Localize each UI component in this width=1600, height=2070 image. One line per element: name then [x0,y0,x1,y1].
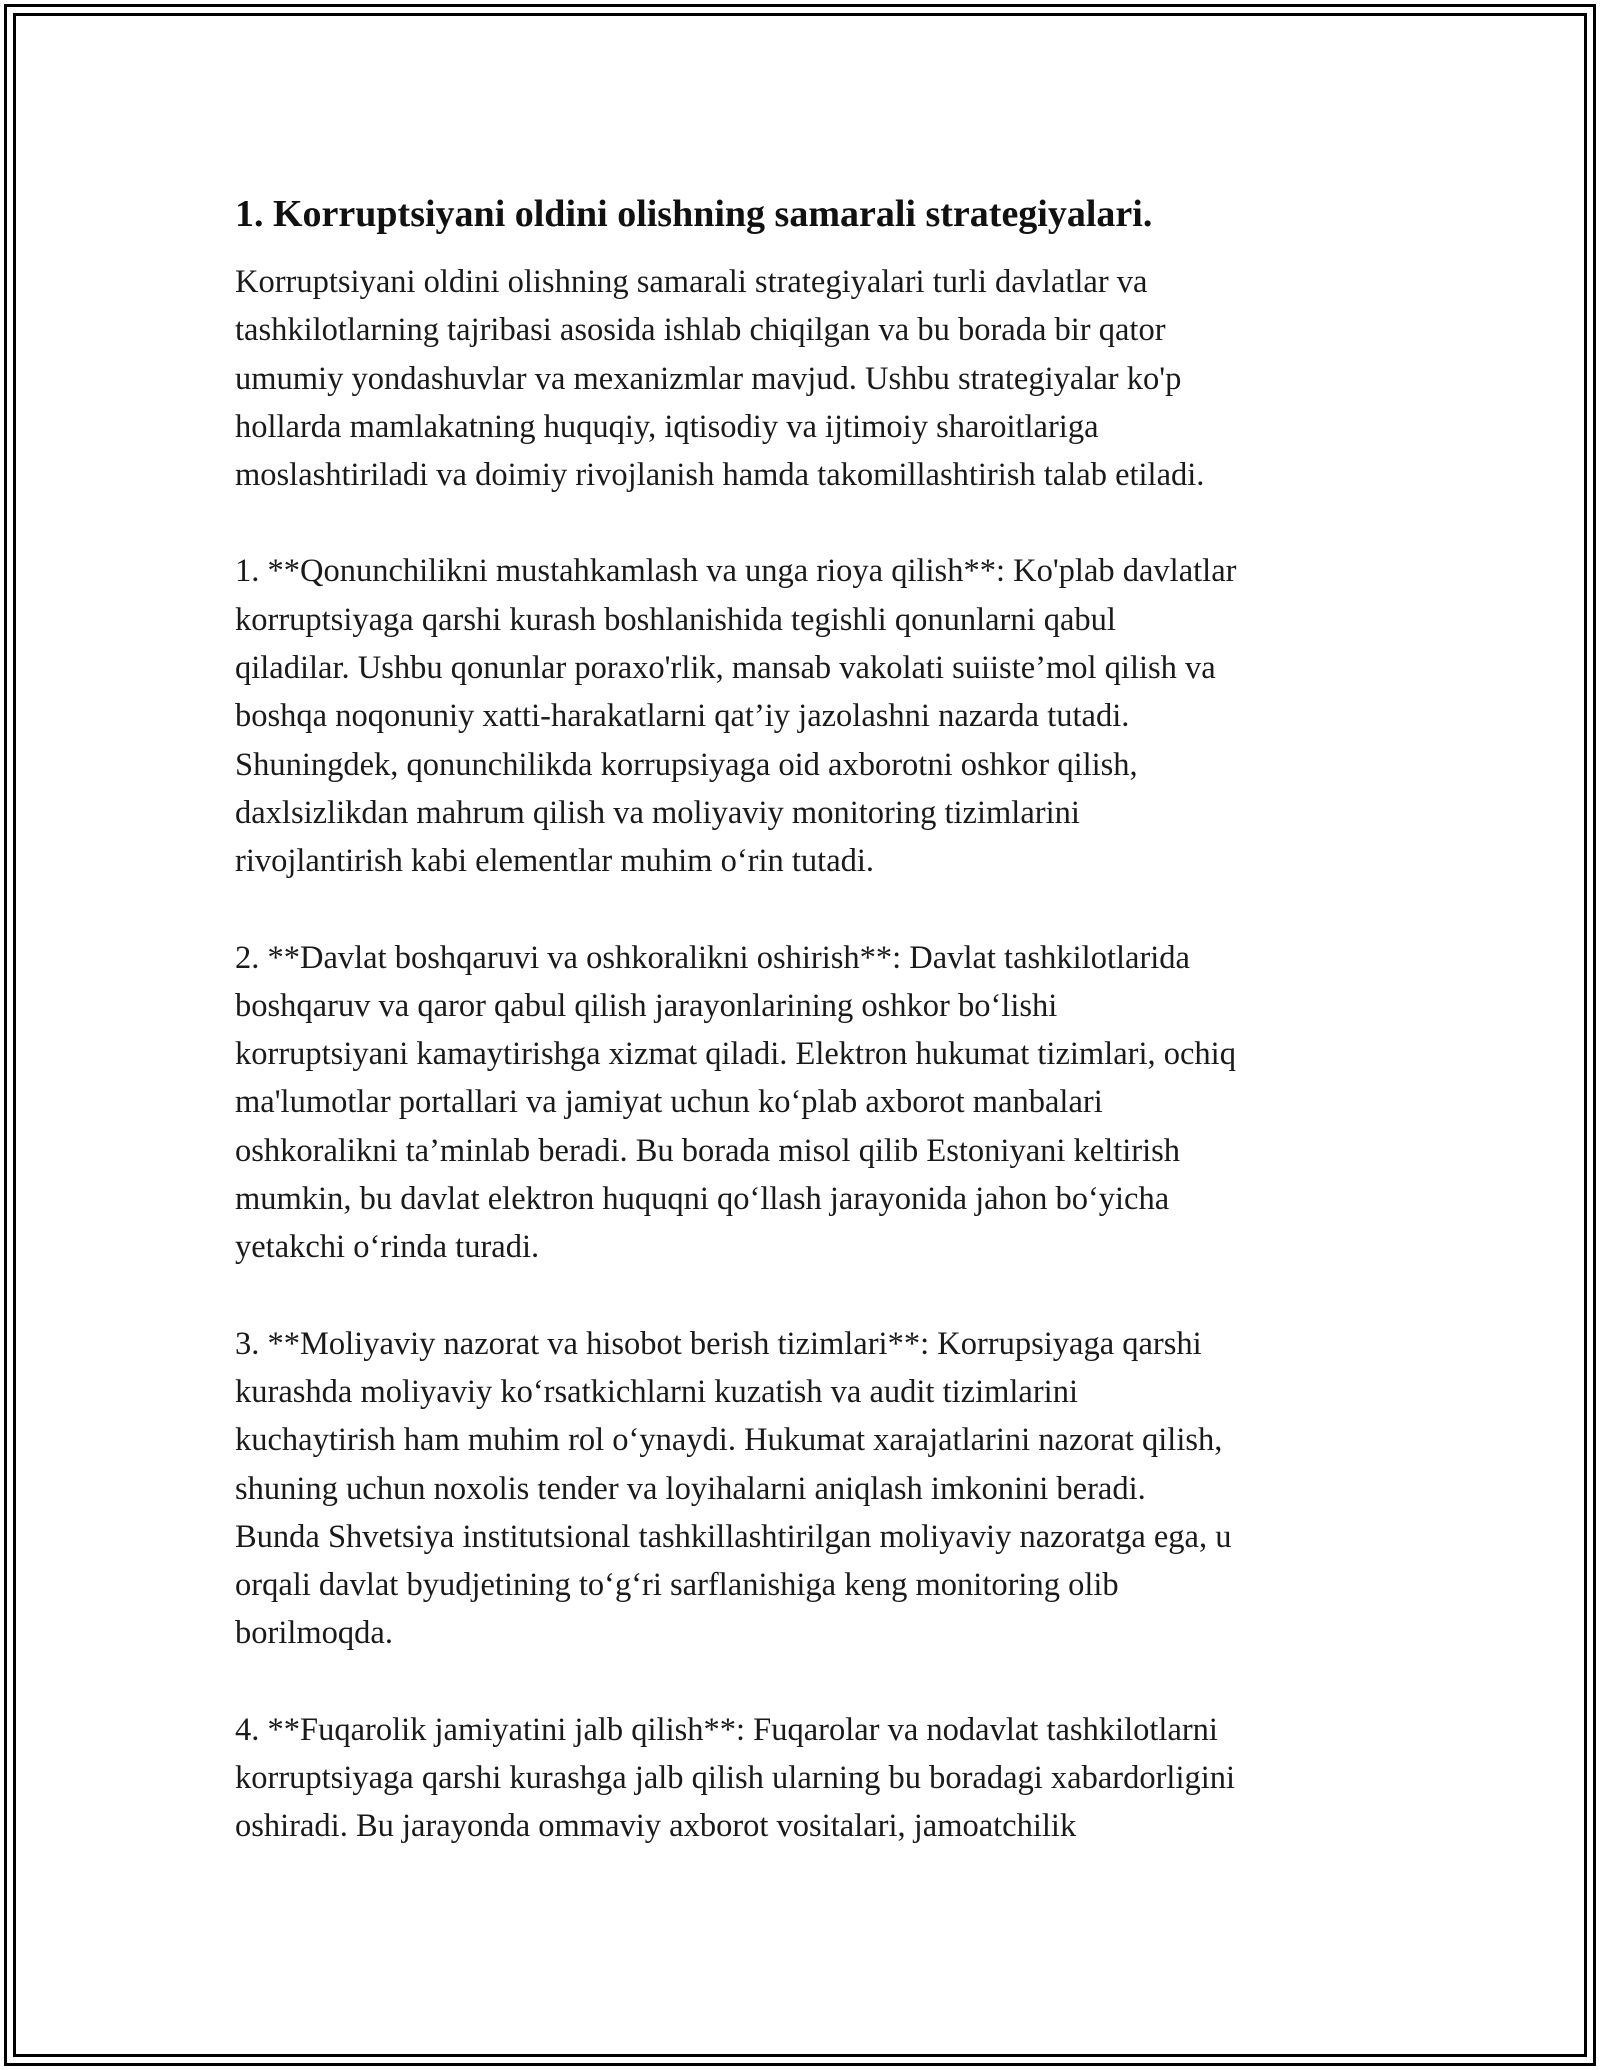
paragraph-transparency: 2. **Davlat boshqaruvi va oshkoralikni oshirish**: Davlat tashkilotlarida boshqaruv va qaror qabul qilish jarayonlarining oshkor bo‘lishi korruptsiyani kamaytirishga xizmat qiladi. Elektron hukumat tizimlari, ochiq ma'lumotlar portallari va jamiyat uchun ko‘plab axborot manbalari oshkoralikni ta’minlab beradi. Bu borada misol qilib Estoniyani keltirish mumkin, bu davlat elektron huquqni qo‘llash jarayonida jahon bo‘yicha yetakchi o‘rinda turadi. [235,939,1236,1266]
paragraph-legislation: 1. **Qonunchilikni mustahkamlash va unga rioya qilish**: Ko'plab davlatlar korruptsiyaga qarshi kurash boshlanishida tegishli qonunlarni qabul qiladilar. Ushbu qonunlar poraxo'rlik, mansab vakolati suiiste’mol qilish va boshqa noqonuniy xatti-harakatlarni qat’iy jazolashni nazarda tutadi. Shuningdek, qonunchilikda korrupsiyaga oid axborotni oshkor qilish, daxlsizlikdan mahrum qilish va moliyaviy monitoring tizimlarini rivojlantirish kabi elementlar muhim o‘rin tutadi. [235,553,1237,880]
paragraph-civil-society: 4. **Fuqarolik jamiyatini jalb qilish**: Fuqarolar va nodavlat tashkilotlarni korruptsiyaga qarshi kurashga jalb qilish ularning bu boradagi xabardorligini oshiradi. Bu jarayonda ommaviy axborot vositalari, jamoatchilik [235,1711,1236,1845]
section-heading: 1. Korruptsiyani oldini olishning samarali strategiyalari. [235,193,1153,235]
paragraph-financial-control: 3. **Moliyaviy nazorat va hisobot berish tizimlari**: Korrupsiyaga qarshi kurashda moliyaviy ko‘rsatkichlarni kuzatish va audit tizimlarini kuchaytirish ham muhim rol o‘ynaydi. Hukumat xarajatlarini nazorat qilish, shuning uchun noxolis tender va loyihalarni aniqlash imkonini beradi. Bunda Shvetsiya institutsional tashkillashtirilgan moliyaviy nazoratga ega, u orqali davlat byudjetining to‘g‘ri sarflanishiga keng monitoring olib borilmoqda. [235,1325,1232,1652]
document-body [235,190,1375,1899]
intro-paragraph: Korruptsiyani oldini olishning samarali strategiyalari turli davlatlar va tashkilotlarning tajribasi asosida ishlab chiqilgan va bu borada bir qator umumiy yondashuvlar va mexanizmlar mavjud. Ushbu strategiyalar ko'p hollarda mamlakatning huquqiy, iqtisodiy va ijtimoiy sharoitlariga moslashtiriladi va doimiy rivojlanish hamda takomillashtirish talab etiladi. [235,264,1205,494]
